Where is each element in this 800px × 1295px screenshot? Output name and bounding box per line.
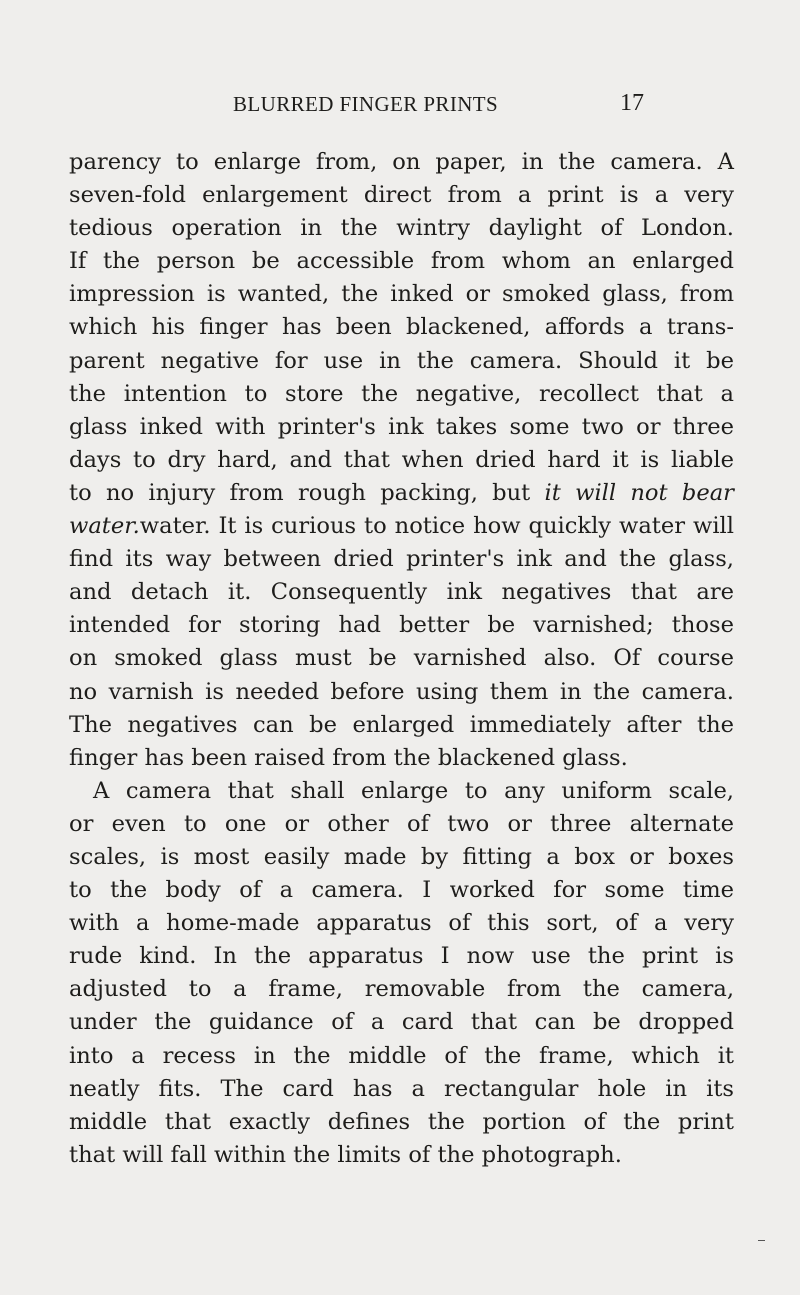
italic-phrase: water. — [69, 513, 140, 540]
text-line: with a home-made apparatus of this sort, of a very — [69, 910, 734, 937]
italic-phrase: it will not bear — [544, 479, 734, 506]
text-line: neatly fits. The card has a rectangular hole in its — [69, 1075, 734, 1102]
text-line: The negatives can be enlarged immediately after the — [69, 711, 734, 738]
text-line: adjusted to a frame, removable from the camera, — [69, 976, 734, 1003]
text-line: find its way between dried printer's ink and the glass, — [69, 546, 734, 573]
text-line: to the body of a camera. I worked for some time — [69, 877, 734, 904]
text-line: seven-fold enlargement direct from a print is a very — [69, 182, 734, 209]
text-line: which his finger has been blackened, affords a trans- — [69, 314, 734, 341]
text-line: tedious operation in the wintry daylight of London. — [69, 215, 734, 242]
text-line: the intention to store the negative, recollect that a — [69, 380, 734, 407]
text-line: parent negative for use in the camera. Should it be — [69, 347, 734, 374]
text-line: impression is wanted, the inked or smoked glass, from — [69, 281, 734, 308]
text-line: under the guidance of a card that can be dropped — [69, 1009, 734, 1036]
text-line: days to dry hard, and that when dried hard it is liable — [69, 446, 734, 473]
text-line: middle that exactly defines the portion of the print — [69, 1108, 734, 1135]
text-line-with-italic — [69, 477, 734, 510]
body-text — [69, 146, 734, 1172]
text-line: or even to one or other of two or three alternate — [69, 810, 734, 837]
text-line: and detach it. Consequently ink negatives that are — [69, 579, 734, 606]
text-line: that will fall within the limits of the photograph. — [69, 1141, 622, 1168]
text-line: If the person be accessible from whom an enlarged — [69, 248, 734, 275]
text-line: scales, is most easily made by fitting a box or boxes — [69, 843, 734, 870]
text-line-with-italic — [69, 510, 734, 543]
text-line: on smoked glass must be varnished also. Of course — [69, 645, 734, 672]
text-line: A camera that shall enlarge to any uniform scale, — [93, 777, 734, 804]
text-line: finger has been raised from the blackened glass. — [69, 744, 628, 771]
text-line: into a recess in the middle of the frame, which it — [69, 1042, 734, 1069]
text-line: rude kind. In the apparatus I now use the print is — [69, 943, 734, 970]
running-header — [0, 92, 800, 122]
text-line: no varnish is needed before using them in the camera. — [69, 678, 734, 705]
margin-mark — [758, 1240, 765, 1241]
text-line: intended for storing had better be varnished; those — [69, 612, 734, 639]
page-number: 17 — [620, 90, 644, 116]
running-title: BLURRED FINGER PRINTS — [233, 92, 499, 116]
text-segment: to no injury from rough packing, but — [69, 479, 545, 506]
text-line: parency to enlarge from, on paper, in the camera. A — [69, 149, 734, 175]
text-line: glass inked with printer's ink takes some two or three — [69, 413, 734, 440]
text-segment: water. It is curious to notice how quickly water will — [139, 513, 734, 540]
